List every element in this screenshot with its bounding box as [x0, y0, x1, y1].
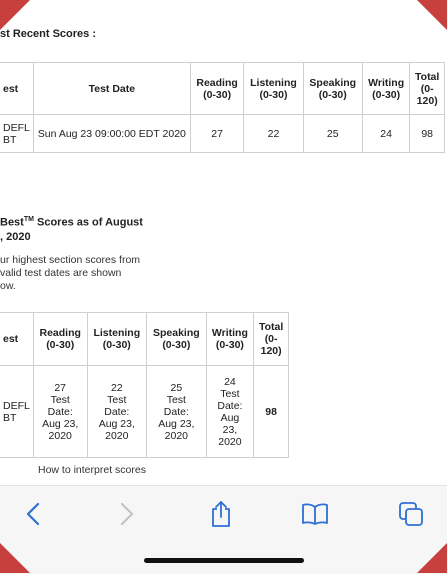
col-reading: Reading (0-30) [33, 313, 87, 366]
recent-scores-heading: st Recent Scores : [0, 28, 96, 40]
col-test-date: Test Date [33, 63, 190, 115]
col-listening: Listening (0-30) [87, 313, 147, 366]
mybest-heading-text: Scores as of August [33, 216, 143, 229]
mybest-heading [0, 213, 143, 244]
cell-speaking: 25 Test Date: Aug 23, 2020 [147, 366, 207, 458]
share-icon [209, 500, 233, 528]
table-row [0, 115, 445, 153]
corner-marker [0, 543, 30, 573]
col-total: Total (0- 120) [410, 63, 445, 115]
cell-listening: 22 [244, 115, 303, 153]
col-writing: Writing (0-30) [206, 313, 254, 366]
cell-writing: 24 Test Date: Aug 23, 2020 [206, 366, 254, 458]
table-row [0, 366, 289, 458]
col-total: Total (0- 120) [254, 313, 289, 366]
col-writing: Writing (0-30) [362, 63, 409, 115]
col-listening: Listening (0-30) [244, 63, 303, 115]
bookmarks-icon [301, 502, 329, 526]
cell-total: 98 [254, 366, 289, 458]
cell-reading: 27 Test Date: Aug 23, 2020 [33, 366, 87, 458]
corner-marker [417, 543, 447, 573]
col-reading: Reading (0-30) [190, 63, 243, 115]
share-button[interactable] [204, 499, 238, 529]
mybest-scores-table [0, 312, 289, 458]
col-speaking: Speaking (0-30) [303, 63, 362, 115]
forward-icon [119, 502, 135, 526]
col-test: est [0, 63, 33, 115]
recent-scores-table [0, 62, 445, 153]
interpret-scores-link[interactable]: How to interpret scores [38, 464, 146, 476]
col-speaking: Speaking (0-30) [147, 313, 207, 366]
cell-reading: 27 [190, 115, 243, 153]
browser-toolbar [0, 485, 447, 574]
corner-marker [0, 0, 30, 30]
cell-test: DEFL BT [0, 115, 33, 153]
cell-speaking: 25 [303, 115, 362, 153]
trademark: TM [23, 216, 34, 223]
corner-marker [417, 0, 447, 30]
back-button[interactable] [16, 499, 50, 529]
cell-total: 98 [410, 115, 445, 153]
tabs-button[interactable] [394, 499, 428, 529]
cell-listening: 22 Test Date: Aug 23, 2020 [87, 366, 147, 458]
cell-writing: 24 [362, 115, 409, 153]
bookmarks-button[interactable] [298, 499, 332, 529]
mybest-heading-date: , 2020 [0, 230, 31, 243]
forward-button[interactable] [110, 499, 144, 529]
cell-date: Sun Aug 23 09:00:00 EDT 2020 [33, 115, 190, 153]
col-test: est [0, 313, 33, 366]
mybest-heading-text: Best [0, 216, 24, 229]
home-indicator[interactable] [144, 558, 304, 563]
back-icon [25, 502, 41, 526]
cell-test: DEFL BT [0, 366, 33, 458]
mybest-description: ur highest section scores from valid test dates are shown ow. [0, 254, 141, 292]
tabs-icon [398, 501, 424, 527]
